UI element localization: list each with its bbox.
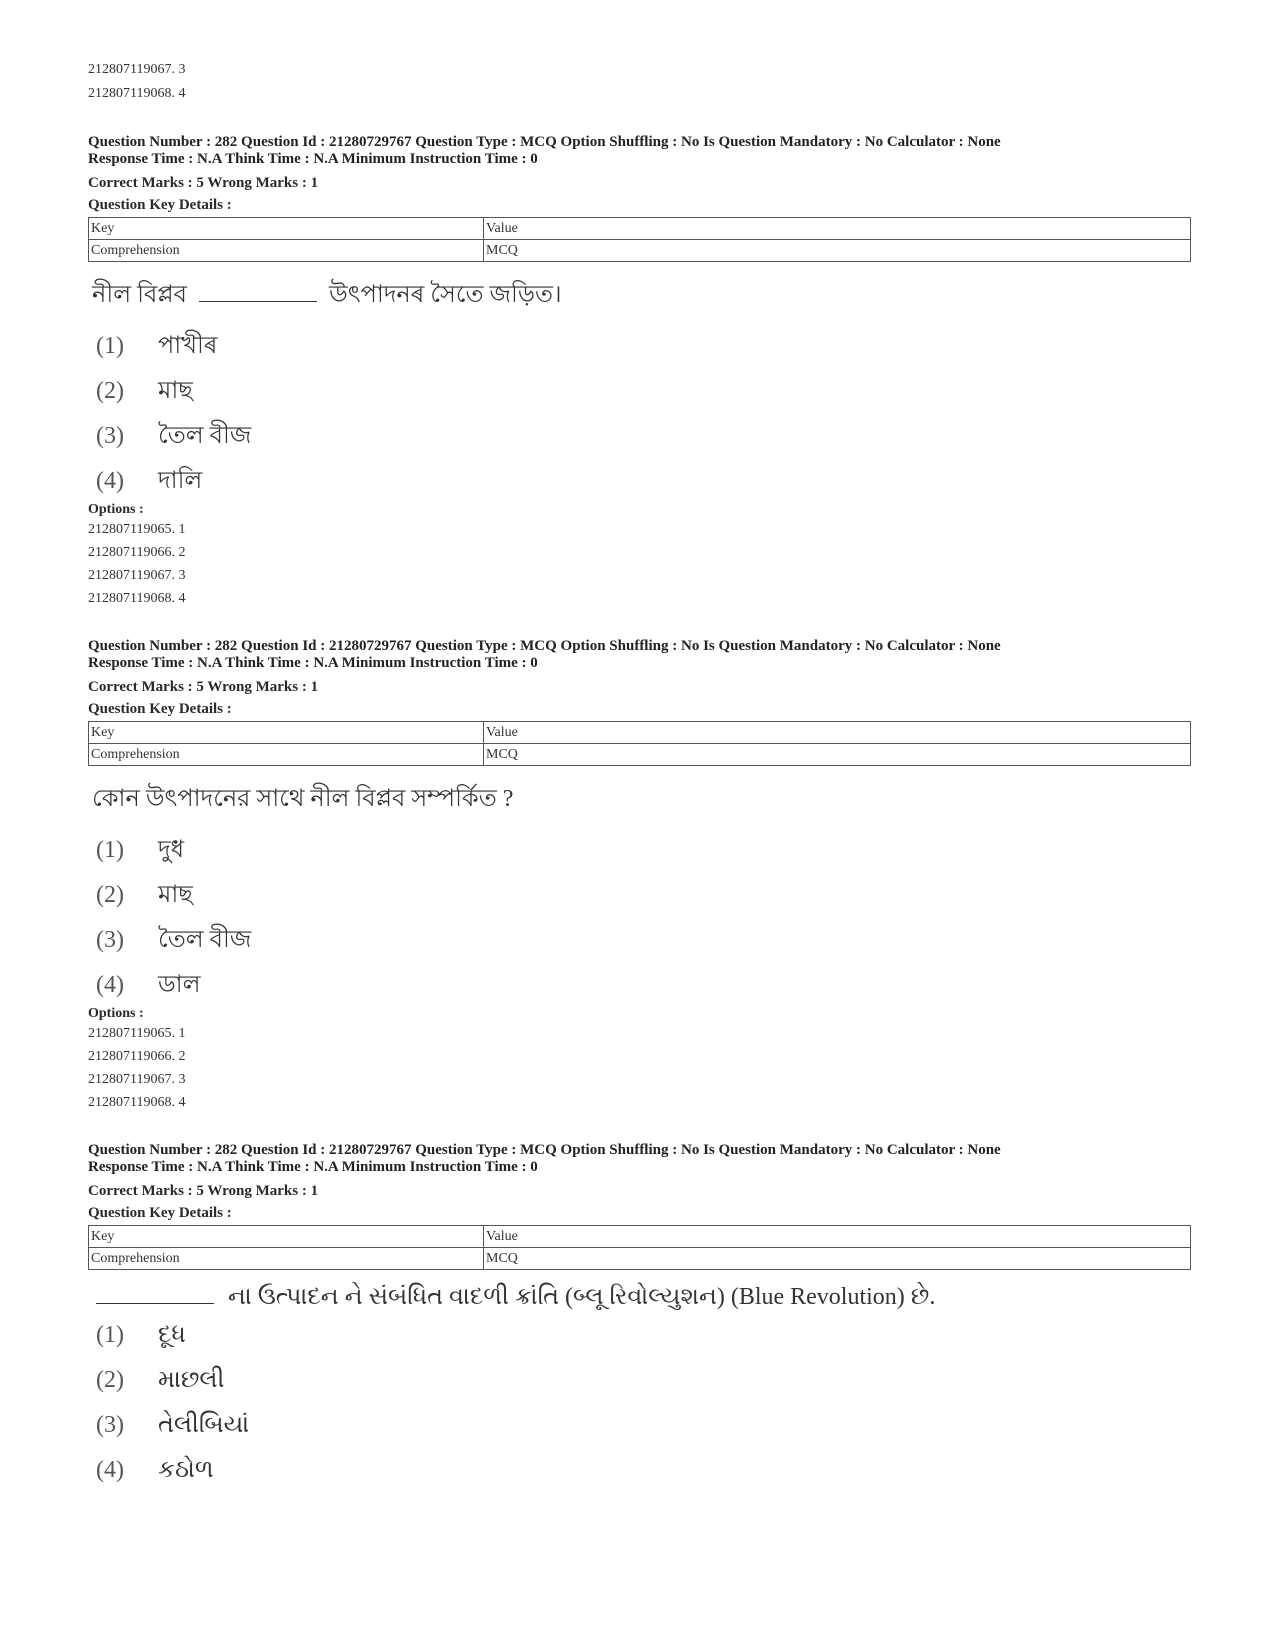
choice-text: তৈল বীজ	[158, 423, 252, 449]
choice-text: માછલી	[158, 1367, 225, 1393]
choice-number: (2)	[96, 378, 124, 404]
table-header-value: Value	[484, 1226, 1191, 1248]
option-id: 212807119066. 2	[88, 1049, 186, 1064]
question-meta-line-2: Response Time : N.A Think Time : N.A Minimum Instruction Time : 0	[88, 151, 538, 167]
fill-blank	[199, 299, 317, 302]
question-stem	[92, 780, 1188, 820]
choice-number: (4)	[96, 468, 124, 494]
answer-choice	[96, 1412, 1188, 1446]
answer-choice	[96, 417, 1188, 451]
answer-choice	[96, 327, 1188, 361]
key-details-label: Question Key Details :	[88, 701, 232, 717]
key-details-table	[88, 1225, 1191, 1270]
key-details-table	[88, 217, 1191, 262]
choice-number: (4)	[96, 1457, 124, 1483]
choice-text: দুধ	[158, 837, 185, 863]
question-block-3	[88, 1142, 1188, 1491]
key-details-label: Question Key Details :	[88, 197, 232, 213]
option-id: 212807119068. 4	[88, 591, 186, 606]
option-id: 212807119067. 3	[88, 568, 186, 583]
table-row	[89, 744, 1191, 766]
option-id: 212807119068. 4	[88, 1095, 186, 1110]
question-meta-line-2: Response Time : N.A Think Time : N.A Minimum Instruction Time : 0	[88, 1159, 538, 1175]
table-header-row	[89, 218, 1191, 240]
table-cell-value: MCQ	[484, 240, 1191, 262]
table-header-key: Key	[89, 218, 484, 240]
answer-choice	[96, 372, 1188, 406]
question-meta	[88, 134, 1188, 168]
previous-options-list	[88, 58, 185, 106]
choice-text: দালি	[158, 468, 203, 494]
question-block-1	[88, 134, 1188, 610]
answer-choice	[96, 1322, 1188, 1356]
table-header-value: Value	[484, 218, 1191, 240]
table-header-row	[89, 1226, 1191, 1248]
choice-text: દૂધ	[158, 1322, 186, 1348]
table-header-key: Key	[89, 1226, 484, 1248]
options-label: Options :	[88, 502, 144, 517]
option-id: 212807119066. 2	[88, 545, 186, 560]
fill-blank	[96, 1301, 214, 1304]
options-list	[88, 1022, 1188, 1114]
table-cell-value: MCQ	[484, 744, 1191, 766]
table-row	[89, 1248, 1191, 1270]
table-header-row	[89, 722, 1191, 744]
stem-text-after: ના ઉત્પાદન ને સંબંધિત વાદળી ક્રાંતિ (બ્લૂ રિવોલ્યુશન) (Blue Revolution) છે.	[228, 1284, 936, 1310]
choice-number: (4)	[96, 972, 124, 998]
table-cell-value: MCQ	[484, 1248, 1191, 1270]
choice-text: ডাল	[158, 972, 201, 998]
table-cell-key: Comprehension	[89, 1248, 484, 1270]
choice-number: (1)	[96, 1322, 124, 1348]
question-meta-line-2: Response Time : N.A Think Time : N.A Minimum Instruction Time : 0	[88, 655, 538, 671]
choice-number: (1)	[96, 837, 124, 863]
options-list	[88, 518, 1188, 610]
table-header-key: Key	[89, 722, 484, 744]
choice-number: (3)	[96, 1412, 124, 1438]
marks-line: Correct Marks : 5 Wrong Marks : 1	[88, 175, 319, 191]
marks-line: Correct Marks : 5 Wrong Marks : 1	[88, 1183, 319, 1199]
choice-text: মাছ	[158, 882, 193, 908]
answer-choice	[96, 1457, 1188, 1491]
choice-number: (2)	[96, 882, 124, 908]
question-stem	[92, 1284, 1188, 1311]
answer-choice	[96, 966, 1188, 1000]
choice-text: পাখীৰ	[158, 333, 218, 359]
choice-number: (3)	[96, 423, 124, 449]
table-header-value: Value	[484, 722, 1191, 744]
key-details-table	[88, 721, 1191, 766]
question-meta	[88, 638, 1188, 672]
table-row	[89, 240, 1191, 262]
stem-text: কোন উৎপাদনের সাথে নীল বিপ্লব সম্পর্কিত ?	[92, 786, 514, 812]
choice-text: তৈল বীজ	[158, 927, 252, 953]
choice-text: মাছ	[158, 378, 193, 404]
choice-number: (2)	[96, 1367, 124, 1393]
stem-text-after: উৎপাদনৰ সৈতে জড়িত।	[329, 282, 562, 308]
choice-number: (1)	[96, 333, 124, 359]
question-meta	[88, 1142, 1188, 1176]
options-label: Options :	[88, 1006, 144, 1021]
option-id: 212807119065. 1	[88, 1026, 186, 1041]
answer-choice	[96, 831, 1188, 865]
option-id: 212807119067. 3	[88, 62, 186, 77]
choice-text: તેલીબિયાં	[158, 1412, 250, 1438]
question-stem	[92, 276, 1188, 316]
table-cell-key: Comprehension	[89, 240, 484, 262]
stem-text-before: নীল বিপ্লব	[92, 282, 188, 308]
table-cell-key: Comprehension	[89, 744, 484, 766]
question-meta-line-1: Question Number : 282 Question Id : 21280729767 Question Type : MCQ Option Shuffling : No Is Question Mandatory : No Calculator : None	[88, 638, 1001, 654]
option-id: 212807119067. 3	[88, 1072, 186, 1087]
choice-text: કઠોળ	[158, 1457, 214, 1483]
key-details-label: Question Key Details :	[88, 1205, 232, 1221]
question-meta-line-1: Question Number : 282 Question Id : 21280729767 Question Type : MCQ Option Shuffling : No Is Question Mandatory : No Calculator : None	[88, 134, 1001, 150]
answer-choice	[96, 1367, 1188, 1401]
option-id: 212807119068. 4	[88, 86, 186, 101]
choice-number: (3)	[96, 927, 124, 953]
answer-choice	[96, 876, 1188, 910]
option-id: 212807119065. 1	[88, 522, 186, 537]
answer-choice	[96, 462, 1188, 496]
question-meta-line-1: Question Number : 282 Question Id : 21280729767 Question Type : MCQ Option Shuffling : No Is Question Mandatory : No Calculator : None	[88, 1142, 1001, 1158]
question-block-2	[88, 638, 1188, 1114]
marks-line: Correct Marks : 5 Wrong Marks : 1	[88, 679, 319, 695]
answer-choice	[96, 921, 1188, 955]
